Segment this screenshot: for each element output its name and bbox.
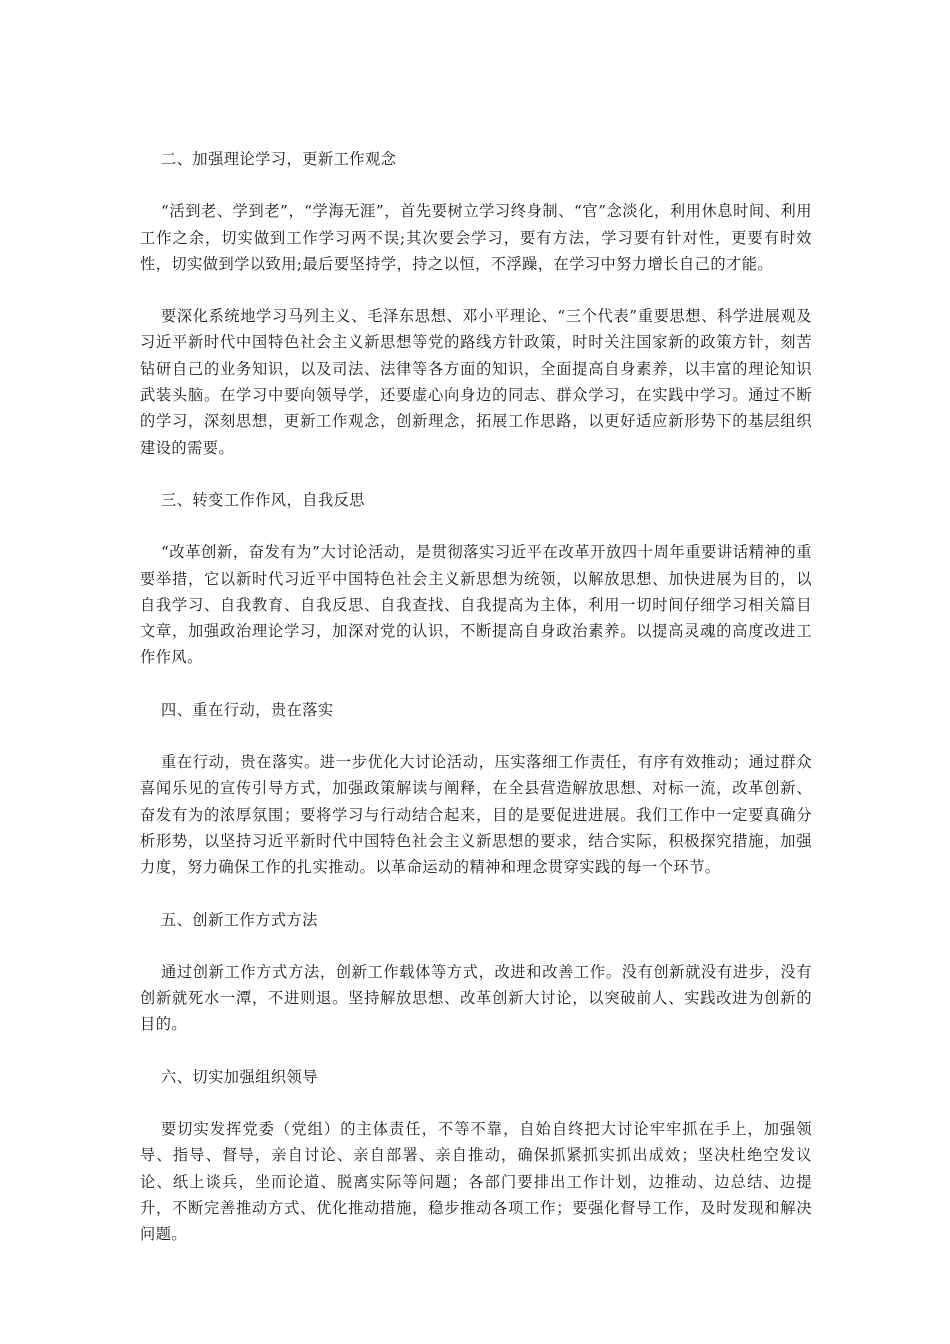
document-body <box>140 146 812 1274</box>
paragraph: “活到老、学到老”，“学海无涯”，首先要树立学习终身制、“官”念淡化，利用休息时间、利用工作之余，切实做到工作学习两不误;其次要会学习，要有方法，学习要有针对性，更要有时效性，切实做到学以致用;最后要坚持学，持之以恒，不浮躁，在学习中努力增长自己的才能。 <box>140 202 812 273</box>
section-heading: 二、加强理论学习，更新工作观念 <box>161 150 397 168</box>
paragraph: 要深化系统地学习马列主义、毛泽东思想、邓小平理论、“三个代表”重要思想、科学进展观及习近平新时代中国特色社会主义新思想等党的路线方针政策，时时关注国家新的政策方针，刻苦钻研自己的业务知识，以及司法、法律等各方面的知识，全面提高自身素养，以丰富的理论知识武装头脑。在学习中要向领导学，还要虚心向身边的同志、群众学习，在实践中学习。通过不断的学习，深刻思想，更新工作观念，创新理念，拓展工作思路，以更好适应新形势下的基层组织建设的需要。 <box>140 307 812 457</box>
paragraph: 通过创新工作方式方法，创新工作载体等方式，改进和改善工作。没有创新就没有进步，没有创新就死水一潭，不进则退。坚持解放思想、改革创新大讨论，以突破前人、实践改进为创新的目的。 <box>140 962 812 1034</box>
section-heading: 四、重在行动，贵在落实 <box>161 700 334 719</box>
section-heading: 六、切实加强组织领导 <box>161 1067 318 1086</box>
section-heading: 三、转变工作作风，自我反思 <box>161 490 365 509</box>
paragraph: “改革创新，奋发有为”大讨论活动，是贯彻落实习近平在改革开放四十周年重要讲话精神的重要举措，它以新时代习近平中国特色社会主义新思想为统领，以解放思想、加快进展为目的，以自我学习、自我教育、自我反思、自我查找、自我提高为主体，利用一切时间仔细学习相关篇目文章，加强政治理论学习，加深对党的认识，不断提高自身政治素养。以提高灵魂的高度改进工作作风。 <box>140 543 812 667</box>
paragraph: 重在行动，贵在落实。进一步优化大讨论活动，压实落细工作责任，有序有效推动；通过群众喜闻乐见的宣传引导方式，加强政策解读与阐释，在全县营造解放思想、对标一流，改革创新、奋发有为的浓厚氛围；要将学习与行动结合起来，目的是要促进进展。我们工作中一定要真确分析形势，以坚持习近平新时代中国特色社会主义新思想的要求，结合实际，积极探究措施，加强力度，努力确保工作的扎实推动。以革命运动的精神和理念贯穿实践的每一个环节。 <box>140 753 812 877</box>
paragraph: 要切实发挥党委（党组）的主体责任，不等不靠，自始自终把大讨论牢牢抓在手上，加强领导、指导、督导，亲自讨论、亲自部署、亲自推动，确保抓紧抓实抓出成效；坚决杜绝空发议论、纸上谈兵，坐而论道、脱离实际等问题；各部门要排出工作计划，边推动、边总结、边提升，不断完善推动方式、优化推动措施，稳步推动各项工作；要强化督导工作，及时发现和解决问题。 <box>140 1120 812 1244</box>
section-heading: 五、创新工作方式方法 <box>161 910 318 929</box>
